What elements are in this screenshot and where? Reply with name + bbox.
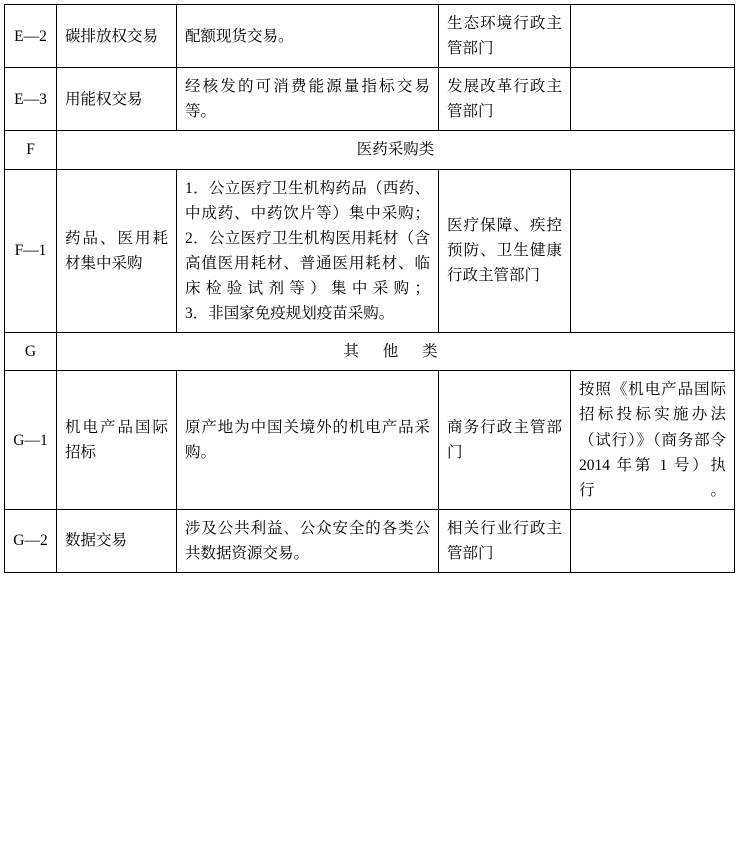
section-code: F [5,131,57,169]
row-note [571,5,735,68]
row-code: F—1 [5,169,57,333]
row-desc: 配额现货交易。 [177,5,439,68]
row-desc-line: 3．非国家免疫规划疫苗采购。 [185,305,395,323]
row-dept: 医疗保障、疾控预防、卫生健康行政主管部门 [439,169,571,333]
document-page [0,4,738,849]
row-dept: 商务行政主管部门 [439,371,571,510]
row-dept: 相关行业行政主管部门 [439,509,571,572]
row-desc [177,169,439,333]
section-title: 其 他 类 [57,333,735,371]
catalog-table [4,4,735,573]
row-note [571,509,735,572]
table-row [5,68,735,131]
row-code: G—2 [5,509,57,572]
row-code: E—3 [5,68,57,131]
table-row [5,169,735,333]
row-name: 数据交易 [57,509,177,572]
row-desc-line: 2．公立医疗卫生机构医用耗材（含高值医用耗材、普通医用耗材、临床检验试剂等）集中采购； [185,229,430,297]
row-name: 机电产品国际招标 [57,371,177,510]
section-code: G [5,333,57,371]
row-code: E—2 [5,5,57,68]
row-dept: 生态环境行政主管部门 [439,5,571,68]
section-row [5,131,735,169]
row-desc: 涉及公共利益、公众安全的各类公共数据资源交易。 [177,509,439,572]
row-desc: 经核发的可消费能源量指标交易等。 [177,68,439,131]
row-name: 碳排放权交易 [57,5,177,68]
table-row [5,5,735,68]
table-row [5,371,735,510]
row-desc-line: 1．公立医疗卫生机构药品（西药、中成药、中药饮片等）集中采购； [185,179,430,222]
row-note [571,169,735,333]
row-desc: 原产地为中国关境外的机电产品采购。 [177,371,439,510]
row-name: 用能权交易 [57,68,177,131]
row-dept: 发展改革行政主管部门 [439,68,571,131]
section-row [5,333,735,371]
row-name: 药品、医用耗材集中采购 [57,169,177,333]
section-title: 医药采购类 [57,131,735,169]
table-row [5,509,735,572]
row-note [571,68,735,131]
row-note: 按照《机电产品国际招标投标实施办法（试行）》（商务部令 2014 年第 1 号）执行。 [571,371,735,510]
row-code: G—1 [5,371,57,510]
